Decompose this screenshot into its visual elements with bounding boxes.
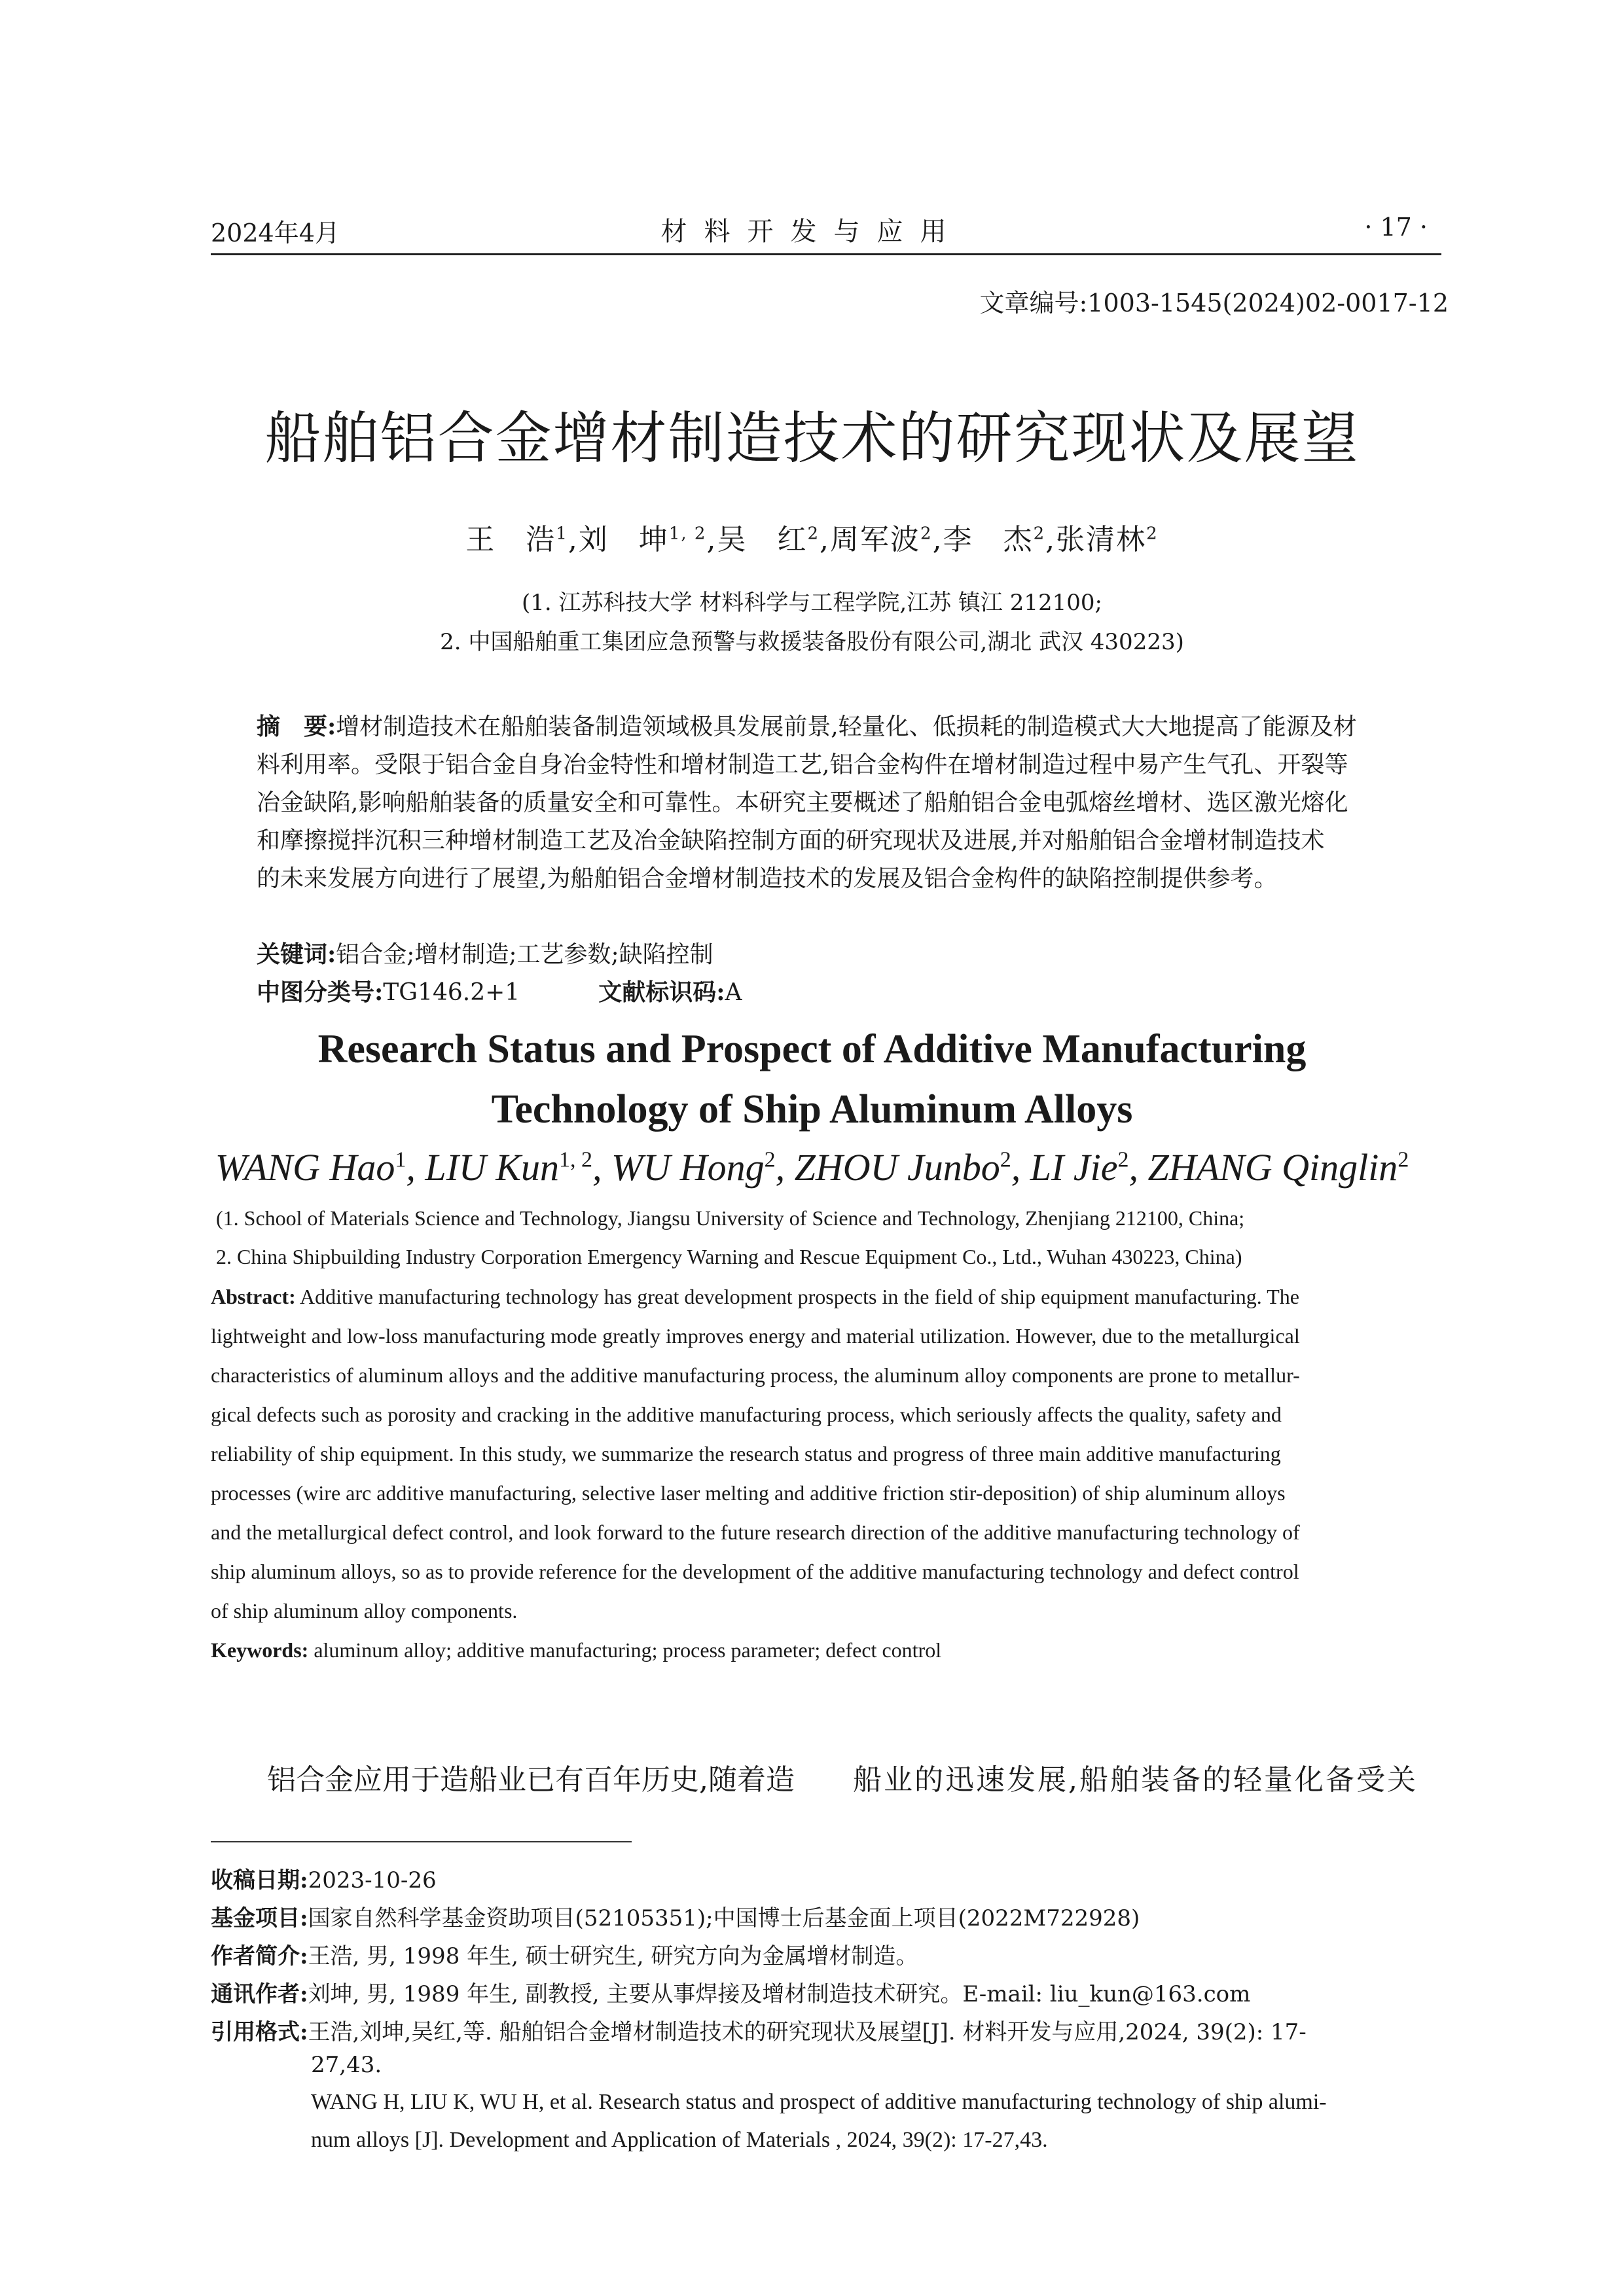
en-affiliation-1: (1. School of Materials Science and Technology, Jiangsu University of Science and Technology, Zhenjiang 212100, China; [216,1206,1245,1230]
en-title-line-2: Technology of Ship Aluminum Alloys [491,1087,1133,1132]
en-abstract-line: characteristics of aluminum alloys and the additive manufacturing process, the aluminum alloy components are prone to metallur- [211,1363,1300,1387]
cn-affiliation-2: 2. 中国船舶重工集团应急预警与救援装备股份有限公司,湖北 武汉 430223) [440,629,1184,655]
doc-code-label: 文献标识码: [598,978,725,1006]
en-author-affil-mark: 2 [1000,1147,1011,1172]
cn-title: 船舶铝合金增材制造技术的研究现状及展望 [264,406,1360,471]
en-author-affil-mark: 1, 2 [559,1147,592,1172]
cn-author-affil-mark: 2 [807,524,820,544]
cn-abstract-line: 冶金缺陷,影响船舶装备的质量安全和可靠性。本研究主要概述了船舶铝合金电弧熔丝增材、选区激光熔化 [257,789,1348,816]
cite-line: WANG H, LIU K, WU H, et al. Research status and prospect of additive manufacturing technology of ship alumi- [311,2090,1327,2114]
cn-author-affil-mark: 1, 2 [668,524,707,544]
en-author-list: WANG Hao$^1$, LIU Kun$^{1, 2}$, WU Hong$^2$, ZHOU Junbo$^2$, LI Jie$^2$, ZHANG Qinglin$^2$ [215,1146,1409,1189]
cn-classification [257,974,742,1007]
header-date: 2024年4月 [211,219,340,247]
citation-format [211,2014,1307,2046]
journal-name: 材料开发与应用 [660,217,964,247]
en-title-line-1: Research Status and Prospect of Additive Manufacturing [317,1027,1307,1071]
body-text-left-column: 铝合金应用于造船业已有百年历史,随着造 [267,1763,795,1797]
cn-author-affil-mark: 1 [556,524,568,544]
fund-label: 基金项目: [211,1905,308,1931]
cn-abstract-line [257,708,1357,742]
author-bio-value: 王浩, 男, 1998 年生, 硕士研究生, 研究方向为金属增材制造。 [308,1943,918,1969]
en-abstract-line: processes (wire arc additive manufacturing, selective laser melting and additive friction stir-deposition) of ship aluminum alloys [211,1481,1286,1505]
cn-keywords-label: 关键词: [257,941,336,968]
en-abstract-line: lightweight and low-loss manufacturing mode greatly improves energy and material utilization. However, due to the metallurgical [211,1324,1300,1348]
cite-line: 27,43. [311,2052,382,2078]
en-abstract-line: ship aluminum alloys, so as to provide reference for the development of the additive manufacturing technology and defect control [211,1560,1299,1583]
funding [211,1900,1140,1932]
cn-affiliation-1: (1. 江苏科技大学 材料科学与工程学院,江苏 镇江 212100; [522,590,1102,616]
en-abstract-line: gical defects such as porosity and cracking in the additive manufacturing process, which seriously affects the quality, safety and [211,1403,1282,1426]
body-text-right-column: 船业的迅速发展,船舶装备的轻量化备受关 [853,1763,1418,1797]
class-number-label: 中图分类号: [257,978,384,1006]
en-abstract-line: of ship aluminum alloy components. [211,1599,518,1623]
en-keywords-label: Keywords: [211,1638,309,1662]
en-abstract-line [211,1285,1299,1309]
class-number-value: TG146.2+1 [383,979,520,1006]
cn-keywords [257,936,713,969]
cn-abstract-label: 摘 要: [257,713,336,740]
corresponding-author [211,1976,1250,2008]
en-keywords [211,1638,941,1662]
header-rule [211,253,1441,255]
cn-author-list: 王 浩$^1$,刘 坤$^{1, 2}$,吴 红$^2$,周军波$^2$,李 杰$^2$,张清林$^2$ [465,523,1159,556]
footnote-rule [211,1841,632,1842]
en-author: ZHOU Junbo [794,1146,1000,1189]
cn-abstract-line: 料利用率。受限于铝合金自身冶金特性和增材制造工艺,铝合金构件在增材制造过程中易产生气孔、开裂等 [257,751,1348,778]
cn-author: 刘 坤 [578,523,669,556]
cn-abstract-text: 增材制造技术在船舶装备制造领域极具发展前景,轻量化、低损耗的制造模式大大地提高了能源及材 [336,713,1357,740]
en-abstract-line: and the metallurgical defect control, and look forward to the future research direction of the additive manufacturing technology of [211,1520,1300,1544]
en-keywords-text: aluminum alloy; additive manufacturing; process parameter; defect control [308,1638,942,1662]
en-author: WU Hong [611,1146,765,1189]
en-author: WANG Hao [215,1146,395,1189]
en-affiliation-2: 2. China Shipbuilding Industry Corporation Emergency Warning and Rescue Equipment Co., Ltd., Wuhan 430223, China) [216,1245,1242,1268]
cite-line: 王浩,刘坤,吴红,等. 船舶铝合金增材制造技术的研究现状及展望[J]. 材料开发与应用,2024, 39(2): 17- [308,2019,1307,2045]
cn-author: 李 杰 [943,523,1034,556]
cn-abstract-line: 和摩擦搅拌沉积三种增材制造工艺及冶金缺陷控制方面的研究现状及进展,并对船舶铝合金增材制造技术 [257,827,1325,854]
cn-author: 周军波 [830,523,921,556]
page-number: · 17 · [1364,213,1428,242]
en-abstract-text: Additive manufacturing technology has great development prospects in the field of ship equipment manufacturing. The [295,1285,1299,1308]
en-author-affil-mark: 2 [1117,1147,1129,1172]
cn-author-affil-mark: 2 [1146,524,1159,544]
received-date [211,1862,437,1894]
doc-code-value: A [725,979,742,1006]
en-author-affil-mark: 2 [1398,1147,1409,1172]
en-author: ZHANG Qinglin [1147,1146,1398,1189]
en-abstract-label: Abstract: [211,1285,296,1308]
author-bio [211,1938,918,1970]
cn-author-affil-mark: 2 [1033,524,1046,544]
author-bio-label: 作者简介: [211,1943,308,1969]
en-author: LI Jie [1030,1146,1118,1189]
cite-label: 引用格式: [211,2019,308,2045]
en-abstract-line: reliability of ship equipment. In this study, we summarize the research status and progress of three main additive manufacturing [211,1442,1281,1465]
en-author-affil-mark: 1 [395,1147,406,1172]
cn-author: 吴 红 [717,523,808,556]
cn-author: 张清林 [1056,523,1147,556]
en-author-affil-mark: 2 [764,1147,776,1172]
fund-value: 国家自然科学基金资助项目(52105351);中国博士后基金面上项目(2022M722928) [308,1905,1140,1931]
cite-line: num alloys [J]. Development and Application of Materials , 2024, 39(2): 17-27,43. [311,2128,1048,2152]
cn-author: 王 浩 [465,523,556,556]
received-value: 2023-10-26 [308,1867,437,1893]
received-label: 收稿日期: [211,1867,308,1893]
en-author: LIU Kun [425,1146,559,1189]
corr-value: 刘坤, 男, 1989 年生, 副教授, 主要从事焊接及增材制造技术研究。E-mail: liu_kun@163.com [308,1981,1251,2007]
cn-keywords-text: 铝合金;增材制造;工艺参数;缺陷控制 [336,941,713,968]
cn-author-affil-mark: 2 [920,524,933,544]
corr-label: 通讯作者: [211,1981,308,2007]
cn-abstract-line: 的未来发展方向进行了展望,为船舶铝合金增材制造技术的发展及铝合金构件的缺陷控制提供参考。 [257,865,1278,892]
article-number: 文章编号:1003-1545(2024)02-0017-12 [979,289,1449,317]
